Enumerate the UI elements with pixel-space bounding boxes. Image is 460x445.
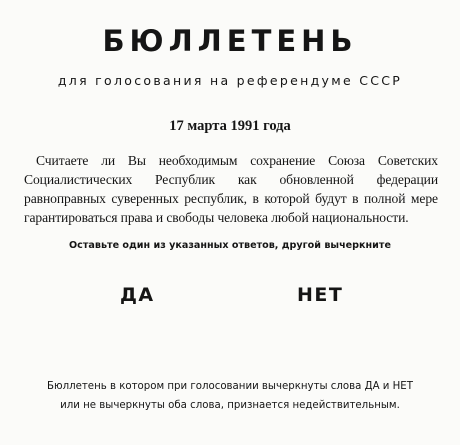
- validity-note-line-1: Бюллетень в котором при голосовании вычеркнуты слова ДА и НЕТ: [47, 381, 413, 392]
- validity-note: [0, 377, 460, 415]
- ballot-subtitle: для голосования на референдуме СССР: [57, 73, 403, 88]
- voting-instruction: Оставьте один из указанных ответов, другой вычеркните: [69, 240, 391, 251]
- ballot-title: БЮЛЛЕТЕНЬ: [102, 24, 358, 58]
- referendum-date: 17 марта 1991 года: [169, 118, 291, 134]
- answer-no[interactable]: НЕТ: [297, 284, 344, 306]
- validity-note-line-2: или не вычеркнуты оба слова, признается недействительным.: [60, 400, 400, 411]
- answer-yes[interactable]: ДА: [120, 284, 155, 306]
- referendum-question: Считаете ли Вы необходимым сохранение Союза Советских Социалистических Республик как обновленной федерации равноправных суверенных республик, в которой будут в полной мере гарантироваться права и свободы человека любой национальности.: [24, 153, 438, 225]
